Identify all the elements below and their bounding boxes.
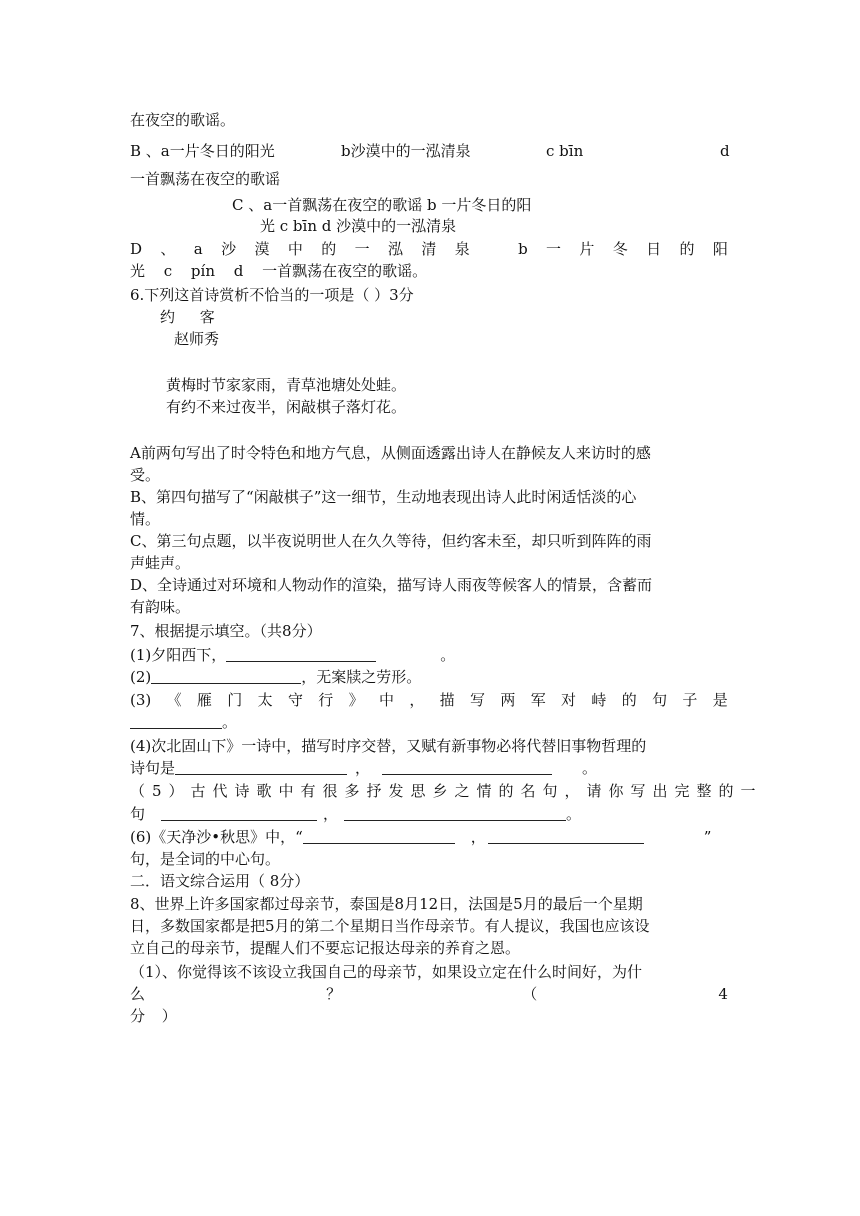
q7-item5-line2: 句 ， 。 xyxy=(130,805,582,823)
q6-option-b-line2: 情。 xyxy=(130,510,161,528)
q5-option-b-part-a: B 、a一片冬日的阳光 xyxy=(130,142,275,160)
q5-option-d-line2: 光 c pín d 一首飘荡在夜空的歌谣。 xyxy=(130,262,428,280)
q8-sub1-line2: 么 ？ （ 4 xyxy=(130,985,728,1003)
q7-item5-blank2[interactable] xyxy=(344,806,566,821)
q5-option-d-line1: D 、 a 沙 漠 中 的 一 泓 清 泉 b 一 片 冬 日 的 阳 xyxy=(130,240,728,258)
q7-item3-line1: (3) 《 雁 门 太 守 行 》 中 ， 描 写 两 军 对 峙 的 句 子 是 xyxy=(130,691,728,709)
q5-option-c-line1: C 、a一首飘荡在夜空的歌谣 b 一片冬日的阳 xyxy=(232,196,532,214)
q7-item2: (2) ，无案牍之劳形。 xyxy=(130,668,422,686)
q6-option-a-line1: A前两句写出了时令特色和地方气息，从侧面透露出诗人在静候友人来访时的感 xyxy=(130,444,651,462)
q5-option-b-continuation: 一首飘荡在夜空的歌谣 xyxy=(130,170,281,188)
q7-item6-line1: (6)《天净沙•秋思》中，“ ， ” xyxy=(130,828,712,846)
q6-poem-author: 赵师秀 xyxy=(174,330,220,348)
q8-line3: 立自己的母亲节，提醒人们不要忘记报达母亲的养育之恩。 xyxy=(130,939,521,957)
q7-item6-blank1[interactable] xyxy=(303,829,455,844)
q6-poem-line2: 有约不来过夜半，闲敲棋子落灯花。 xyxy=(166,398,407,416)
q7-item4-blank2[interactable] xyxy=(382,760,552,775)
q7-item1: (1)夕阳西下， 。 xyxy=(130,646,456,664)
section2-title: 二．语文综合运用（ 8分） xyxy=(130,872,310,890)
q6-option-d-line1: D、全诗通过对环境和人物动作的渲染，描写诗人雨夜等候客人的情景，含蓄而 xyxy=(130,576,653,594)
q7-item6-blank2[interactable] xyxy=(488,829,644,844)
q5-continuation-line: 在夜空的歌谣。 xyxy=(130,111,236,129)
q5-option-c-line2: 光 c bīn d 沙漠中的一泓清泉 xyxy=(260,217,457,235)
q8-sub1-line3: 分 ） xyxy=(130,1007,177,1025)
q7-item3-line2: 。 xyxy=(130,711,237,733)
q7-item5-line1: （5）古代诗歌中有很多抒发思乡之情的名句，请你写出完整的一 xyxy=(130,782,763,800)
q6-poem-title: 约 客 xyxy=(160,308,215,326)
q7-item3-blank[interactable] xyxy=(130,714,222,729)
q6-poem-line1: 黄梅时节家家雨，青草池塘处处蛙。 xyxy=(166,376,407,394)
q7-item4-line1: (4)次北固山下》一诗中，描写时序交替，又赋有新事物必将代替旧事物哲理的 xyxy=(130,737,647,755)
q6-option-c-line2: 声蛙声。 xyxy=(130,554,191,572)
q5-option-b-part-d: d xyxy=(720,142,730,160)
q7-item6-line2: 句，是全词的中心句。 xyxy=(130,850,281,868)
q7-item2-blank[interactable] xyxy=(151,669,301,684)
q6-option-c-line1: C、第三句点题，以半夜说明世人在久久等待，但约客未至，却只听到阵阵的雨 xyxy=(130,532,652,550)
q6-option-a-line2: 受。 xyxy=(130,466,161,484)
q7-stem: 7、根据提示填空。（共8分） xyxy=(130,622,322,640)
q8-line2: 日，多数国家都是把5月的第二个星期日当作母亲节。有人提议，我国也应该设 xyxy=(130,917,650,935)
q7-item1-blank[interactable] xyxy=(226,647,376,662)
q6-option-d-line2: 有韵味。 xyxy=(130,598,191,616)
q8-line1: 8、世界上许多国家都过母亲节，泰国是8月12日，法国是5月的最后一个星期 xyxy=(130,895,643,913)
q5-option-b-part-c: c bīn xyxy=(546,142,584,160)
q8-sub1-line1: （1）、你觉得该不该设立我国自己的母亲节，如果设立定在什么时间好，为什 xyxy=(130,963,643,981)
q5-option-b-part-b: b沙漠中的一泓清泉 xyxy=(341,142,471,160)
q7-item5-blank1[interactable] xyxy=(161,806,317,821)
q6-option-b-line1: B、第四句描写了“闲敲棋子”这一细节，生动地表现出诗人此时闲适恬淡的心 xyxy=(130,488,637,506)
q7-item4-line2: 诗句是 ， 。 xyxy=(130,759,598,777)
q6-stem: 6.下列这首诗赏析不恰当的一项是（ ）3分 xyxy=(130,286,414,304)
q7-item4-blank1[interactable] xyxy=(175,760,347,775)
